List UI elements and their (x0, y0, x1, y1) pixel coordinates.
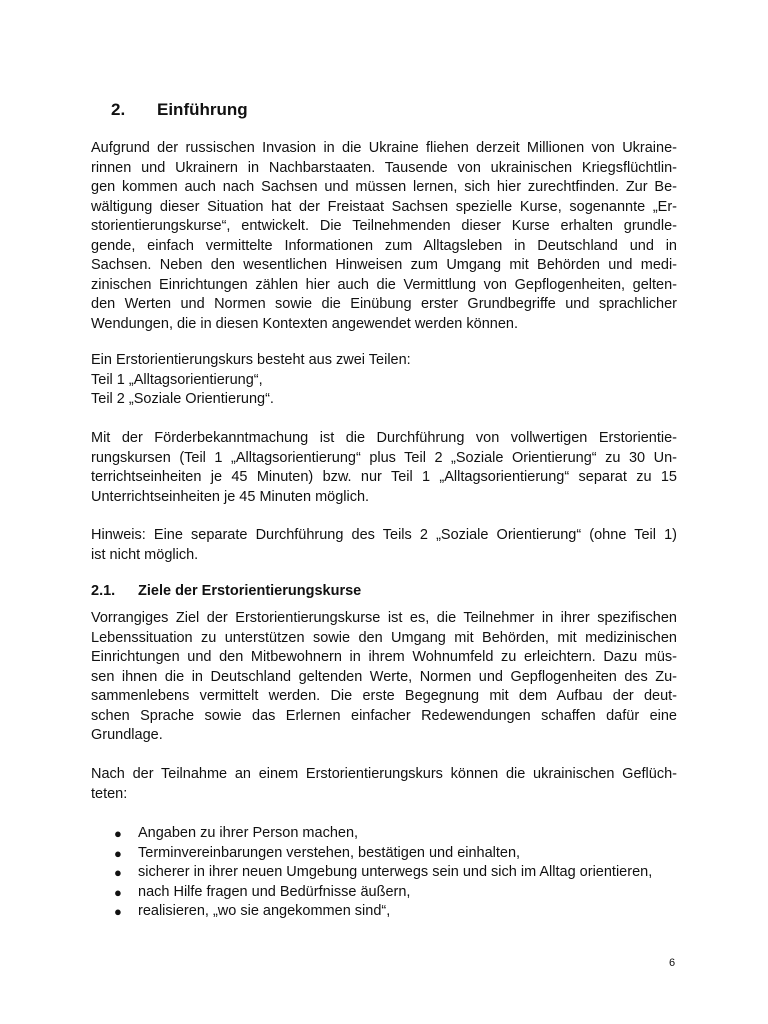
text-line: ist nicht möglich. (91, 546, 199, 563)
text-line: sen ihnen die in Deutschland geltenden Werte, Normen und Gepflogenheiten des Zu- (91, 668, 677, 685)
subsection-heading (91, 583, 361, 599)
intro-paragraph (91, 139, 677, 334)
bullet-icon: ● (114, 845, 122, 861)
list-item-text: realisieren, „wo sie angekommen sind“, (138, 903, 391, 919)
list-item (91, 863, 652, 883)
list-item (91, 844, 652, 864)
text-line: Nach der Teilnahme an einem Erstorientierungskurs können die ukrainischen Geflüch- (91, 766, 677, 782)
text-line: sammenlebens vermittelt werden. Die erste Begegnung mit dem Aufbau der deut- (91, 688, 677, 704)
list-item (91, 883, 652, 903)
note-paragraph (91, 526, 677, 565)
text-line: rinnen und Ukrainern in Nachbarstaaten. Tausende von ukrainischen Kriegsflüchtlin- (91, 159, 677, 176)
text-line: zinischen Einrichtungen zählen hier auch die Vermittlung von Gepflogenheiten, gelten- (91, 276, 677, 293)
text-line: Mit der Förderbekanntmachung ist die Durchführung von vollwertigen Erstorientie- (91, 430, 677, 446)
text-line: Ein Erstorientierungskurs besteht aus zwei Teilen: (91, 352, 411, 368)
text-line: rungskursen (Teil 1 „Alltagsorientierung“ plus Teil 2 „Soziale Orientierung“ zu 30 Un- (91, 449, 677, 466)
text-line: storientierungskurse“, entwickelt. Die Teilnehmenden dieser Kurse erhalten grundle- (91, 218, 677, 234)
section-title: Einführung (157, 100, 248, 119)
subsection-title: Ziele der Erstorientierungskurse (138, 583, 362, 599)
text-line: den Werten und Normen sowie die Einübung erster Grundbegriffe und sprachlicher (91, 296, 677, 312)
list-item (91, 824, 652, 844)
section-number: 2. (111, 100, 126, 119)
list-item-text: Terminvereinbarungen verstehen, bestätigen und einhalten, (138, 844, 521, 861)
text-line: Einrichtungen und den Mitbewohnern in ihrem Wohnumfeld zu erleichtern. Dazu müs- (91, 649, 677, 665)
list-item-text: nach Hilfe fragen und Bedürfnisse äußern, (138, 883, 411, 900)
text-line: gen kommen auch nach Sachsen und müssen lernen, sich hier zurechtfinden. Zur Be- (91, 179, 677, 195)
text-line: Hinweis: Eine separate Durchführung des Teils 2 „Soziale Orientierung“ (ohne Teil 1) (91, 527, 677, 543)
text-line: gende, einfach vermittelte Informationen zum Alltagsleben in Deutschland und in (91, 237, 677, 254)
text-line: terrichtseinheiten je 45 Minuten) bzw. nur Teil 1 „Alltagsorientierung“ separat zu 15 (91, 469, 677, 485)
funding-paragraph (91, 429, 677, 507)
text-line: Teil 1 „Alltagsorientierung“, (91, 371, 263, 388)
text-line: Lebenssituation zu unterstützen sowie den Umgang mit Behörden, mit medizinischen (91, 629, 677, 646)
text-line: schen Sprache sowie das Erlernen einfacher Redewendungen schaffen dafür eine (91, 707, 677, 724)
text-line: wältigung dieser Situation hat der Freistaat Sachsen spezielle Kurse, sogenannte „Er- (91, 198, 677, 215)
text-line: Grundlage. (91, 727, 163, 743)
text-line: Vorrangiges Ziel der Erstorientierungskurse ist es, die Teilnehmer in ihrer spezifischen (91, 610, 677, 626)
subsection-number: 2.1. (91, 583, 116, 599)
section-heading (111, 100, 248, 120)
page-number: 6 (669, 957, 676, 969)
goals-paragraph (91, 609, 677, 746)
bullet-icon: ● (114, 826, 122, 841)
bullet-icon: ● (114, 884, 122, 900)
text-line: Aufgrund der russischen Invasion in die Ukraine fliehen derzeit Millionen von Ukraine- (91, 140, 677, 156)
list-item-text: sicherer in ihrer neuen Umgebung unterwegs sein und sich im Alltag orientieren, (138, 864, 653, 880)
text-line: Wendungen, die in diesen Kontexten angewendet werden können. (91, 315, 518, 332)
bullet-icon: ● (114, 865, 122, 880)
outcomes-intro-paragraph (91, 765, 677, 804)
bullet-icon: ● (114, 904, 122, 919)
course-parts-paragraph (91, 351, 677, 410)
text-line: Unterrichtseinheiten je 45 Minuten möglich. (91, 488, 370, 505)
outcomes-list (91, 824, 652, 922)
text-line: teten: (91, 785, 128, 802)
text-line: Sachsen. Neben den wesentlichen Hinweisen zum Umgang mit Behörden und medi- (91, 257, 677, 273)
list-item (91, 902, 652, 922)
text-line: Teil 2 „Soziale Orientierung“. (91, 391, 274, 407)
list-item-text: Angaben zu ihrer Person machen, (138, 825, 359, 841)
